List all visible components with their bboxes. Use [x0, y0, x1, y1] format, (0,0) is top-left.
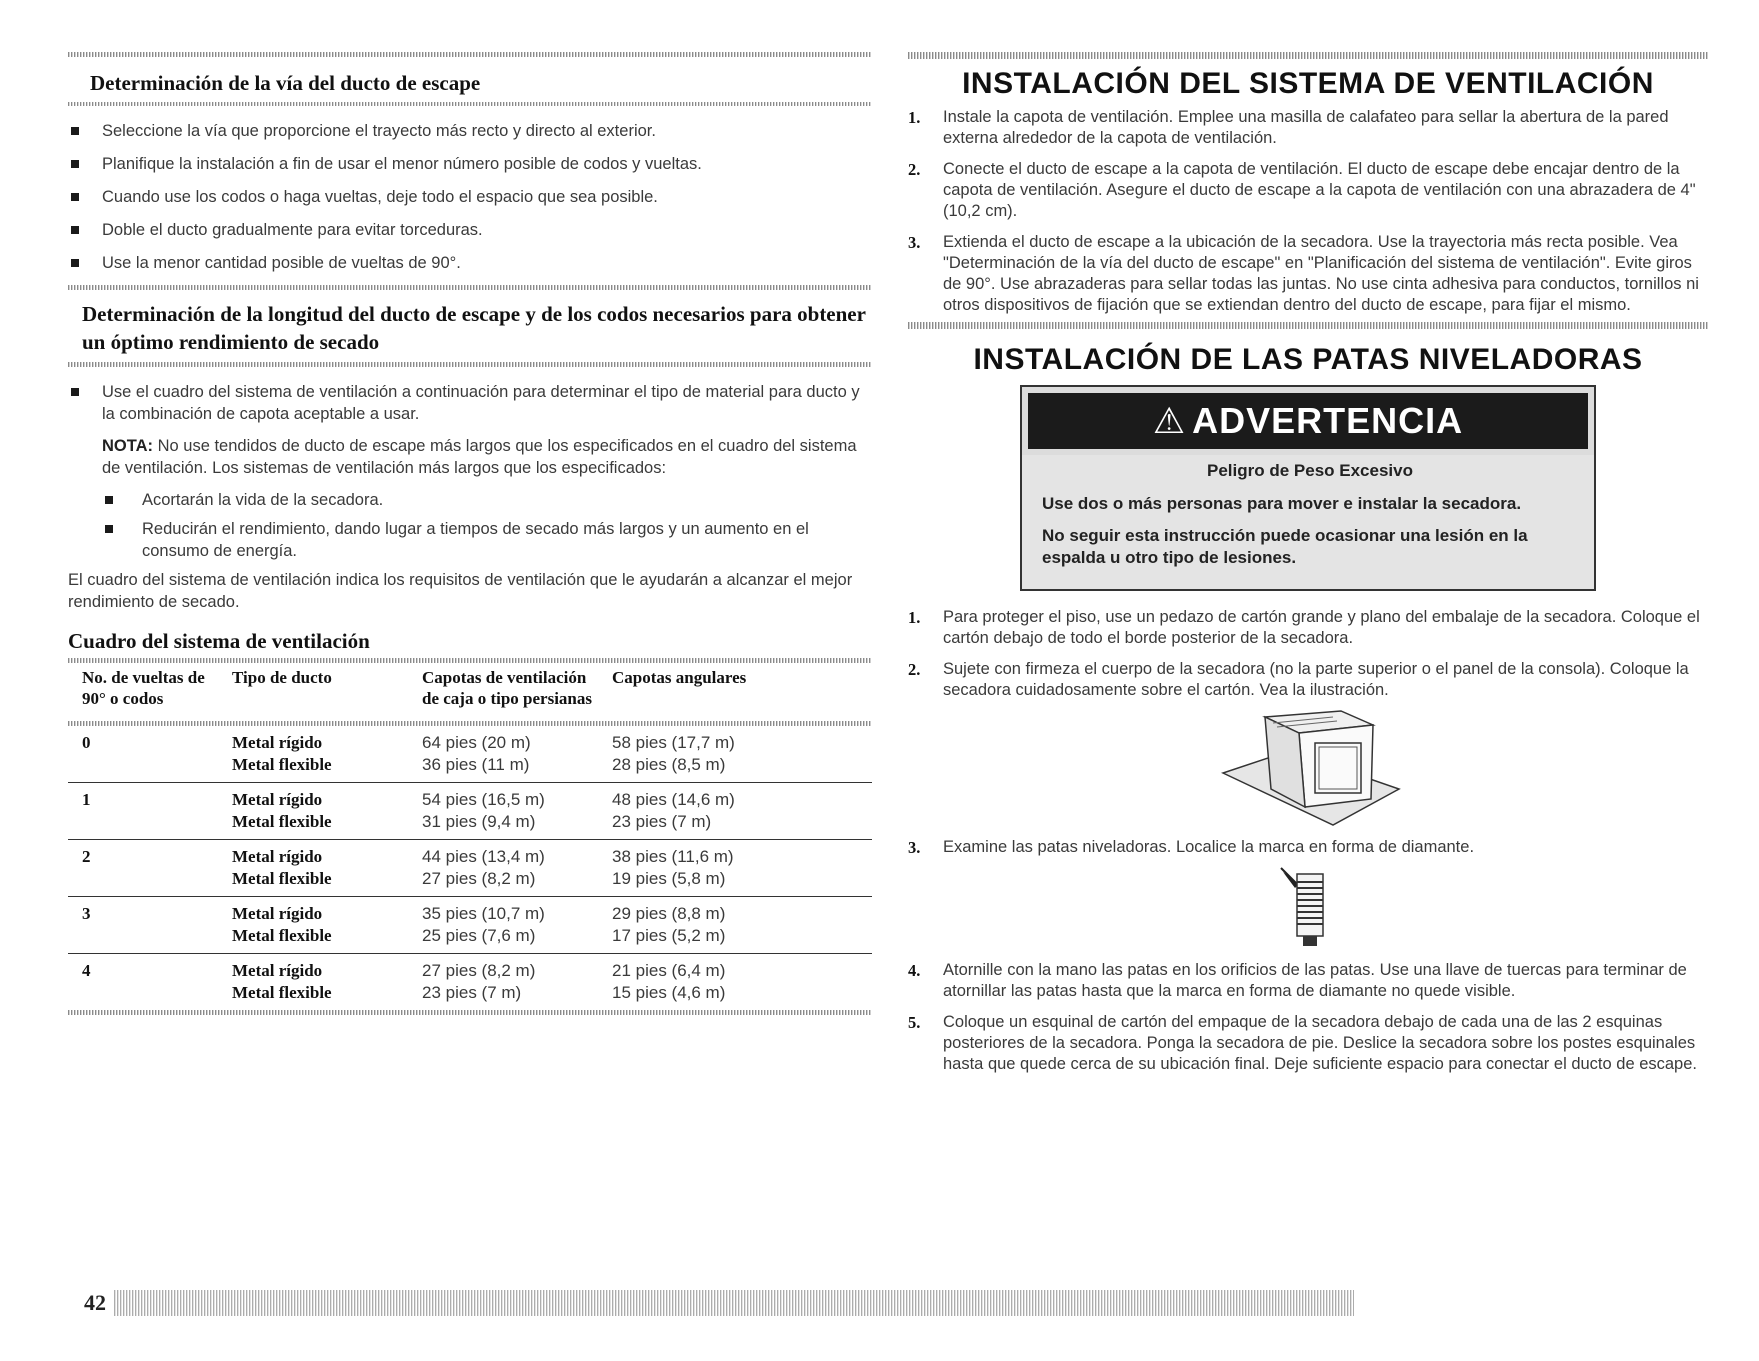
section-divider [68, 362, 872, 367]
right-column [908, 52, 1708, 1085]
turns-cell: 0 [82, 733, 91, 752]
duct-cell: Metal flexible [232, 983, 332, 1002]
list-item: Use la menor cantidad posible de vueltas de 90°. [68, 252, 872, 274]
closing-paragraph: El cuadro del sistema de ventilación indica los requisitos de ventilación que le ayudarán a alcanzar el mejor rendimiento de secado. [68, 571, 853, 611]
duct-cell: Metal flexible [218, 925, 408, 954]
table-row [68, 811, 872, 840]
angled-hood-cell: 17 pies (5,2 m) [598, 925, 872, 954]
box-hood-cell: 35 pies (10,7 m) [422, 904, 545, 923]
warning-box [1020, 385, 1596, 591]
angled-hood-cell: 29 pies (8,8 m) [612, 904, 726, 923]
section-title-legs-install: INSTALACIÓN DE LAS PATAS NIVELADORAS [973, 343, 1643, 376]
duct-cell: Metal flexible [218, 868, 408, 897]
list-item: Planifique la instalación a fin de usar el menor número posible de codos y vueltas. [68, 153, 872, 175]
angled-hood-cell: 19 pies (5,8 m) [598, 868, 872, 897]
list-item: Cuando use los codos o haga vueltas, deje todo el espacio que sea posible. [68, 186, 872, 208]
table-row [68, 925, 872, 954]
duct-cell: Metal rígido [232, 961, 323, 980]
table-row [68, 954, 872, 983]
angled-hood-cell: 58 pies (17,7 m) [612, 733, 735, 752]
box-hood-cell: 27 pies (8,2 m) [422, 961, 536, 980]
list-item: Seleccione la vía que proporcione el trayecto más recto y directo al exterior. [68, 120, 872, 142]
table-row [68, 840, 872, 869]
warning-line: Use dos o más personas para mover e instalar la secadora. [1042, 494, 1522, 513]
table-row [68, 783, 872, 812]
legs-install-steps-a [908, 607, 1708, 701]
step-item: 4. Atornille con la mano las patas en los orificios de las patas. Use una llave de tuercas para terminar de atornillar las patas hasta que la marca en forma de diamante no quede visible. [908, 961, 1687, 1000]
header-box-hood: Capotas de ventilación de caja o tipo persianas [422, 668, 592, 708]
step-item: 1. Instale la capota de ventilación. Emplee una masilla de calafateo para sellar la abertura de la pared externa alrededor de la capota de ventilación. [908, 108, 1669, 147]
step-item: 2. Conecte el ducto de escape a la capota de ventilación. El ducto de escape debe encajar dentro de la capota de ventilación. Asegure el ducto de escape a la capota de ventilación con una abrazadera de 4" (10,2 cm). [908, 160, 1696, 220]
box-hood-cell: 64 pies (20 m) [422, 733, 531, 752]
vent-install-steps [908, 107, 1708, 316]
box-hood-cell: 31 pies (9,4 m) [408, 811, 598, 840]
table-row [68, 982, 872, 1010]
left-column [68, 52, 872, 1015]
table-row [68, 897, 872, 926]
warning-banner [1028, 393, 1588, 449]
box-hood-cell: 36 pies (11 m) [408, 754, 598, 783]
header-turns: No. de vueltas de 90° o codos [82, 668, 205, 708]
table-body [68, 719, 872, 1015]
duct-cell: Metal rígido [232, 904, 323, 923]
dryer-on-cardboard-illustration [1213, 703, 1403, 831]
top-divider [908, 52, 1708, 59]
box-hood-cell: 23 pies (7 m) [422, 983, 522, 1002]
list-item: Reducirán el rendimiento, dando lugar a tiempos de secado más largos y un aumento en el consumo de energía. [102, 518, 872, 562]
warning-line: No seguir esta instrucción puede ocasionar una lesión en la espalda u otro tipo de lesiones. [1042, 526, 1528, 567]
table-title: Cuadro del sistema de ventilación [68, 629, 370, 653]
footer-bar [114, 1290, 1354, 1316]
turns-cell: 2 [82, 847, 91, 866]
angled-hood-cell: 38 pies (11,6 m) [612, 847, 734, 866]
table-header-row [68, 663, 872, 719]
note-text: No use tendidos de ducto de escape más largos que los especificados en el cuadro del sistema de ventilación. Los sistemas de ventilación más largos que los especificados: [102, 437, 857, 477]
box-hood-cell: 25 pies (7,6 m) [408, 925, 598, 954]
angled-hood-cell: 23 pies (7 m) [598, 811, 872, 840]
box-hood-cell: 54 pies (16,5 m) [422, 790, 545, 809]
list-item: Doble el ducto gradualmente para evitar torceduras. [68, 219, 872, 241]
step-item: 5. Coloque un esquinal de cartón del empaque de la secadora debajo de cada una de las 2 esquinas posteriores de la secadora. Ponga la secadora de pie. Deslice la secadora sobre los postes esquinales hasta que quede cerca de su ubicación final. Deje suficiente espacio para conectar el ducto de escape. [908, 1013, 1697, 1073]
note-paragraph [102, 435, 872, 479]
section-divider [908, 322, 1708, 329]
step-item: 3. Extienda el ducto de escape a la ubicación de la secadora. Use la trayectoria más recta posible. Vea "Determinación de la vía del ducto de escape" en "Planificación del sistema de ventilación". Evite giros de 90°. Use abrazaderas para sellar todas las juntas. No use cinta adhesiva para conductos, tornillos ni otros dispositivos de fijación que se extiendan dentro del ducto de escape, para fijar el mismo. [908, 233, 1699, 314]
table-row [68, 868, 872, 897]
turns-cell: 1 [82, 790, 91, 809]
note-label: NOTA: [102, 437, 154, 455]
angled-hood-cell: 21 pies (6,4 m) [612, 961, 726, 980]
page-number: 42 [84, 1290, 106, 1315]
box-hood-cell: 44 pies (13,4 m) [422, 847, 545, 866]
section-heading-exhaust-path: Determinación de la vía del ducto de escape [68, 57, 872, 112]
exhaust-path-bullets [68, 120, 872, 274]
duct-cell: Metal rígido [232, 790, 323, 809]
step-item: 3. Examine las patas niveladoras. Localice la marca en forma de diamante. [908, 838, 1475, 857]
duct-cell: Metal flexible [218, 754, 408, 783]
step-item: 1. Para proteger el piso, use un pedazo de cartón grande y plano del embalaje de la secadora. Coloque el cartón debajo de todo el borde posterior de la secadora. [908, 608, 1700, 647]
list-item: Acortarán la vida de la secadora. [102, 489, 872, 511]
leveling-leg-illustration [1273, 862, 1343, 950]
angled-hood-cell: 15 pies (4,6 m) [612, 983, 726, 1002]
consequence-bullets [68, 489, 872, 562]
section-title-vent-install: INSTALACIÓN DEL SISTEMA DE VENTILACIÓN [962, 67, 1654, 100]
section-heading-duct-length: Determinación de la longitud del ducto de escape y de los codos necesarios para obtener un óptimo rendimiento de secado [82, 302, 866, 354]
turns-cell: 4 [82, 961, 91, 980]
venting-system-table [68, 663, 872, 1015]
warning-banner-text: ADVERTENCIA [1192, 400, 1464, 441]
legs-install-step-3 [908, 837, 1708, 858]
duct-cell: Metal flexible [218, 811, 408, 840]
legs-install-steps-b [908, 960, 1708, 1075]
list-item: Use el cuadro del sistema de ventilación a continuación para determinar el tipo de material para ducto y la combinación de capota aceptable a usar. [68, 381, 872, 425]
warning-triangle-icon: ⚠ [1152, 400, 1187, 441]
header-angled-hood: Capotas angulares [612, 668, 747, 687]
angled-hood-cell: 48 pies (14,6 m) [612, 790, 735, 809]
table-row [68, 726, 872, 754]
warning-subtitle: Peligro de Peso Excesivo [1207, 461, 1413, 480]
duct-length-bullets [68, 381, 872, 425]
duct-cell: Metal rígido [232, 847, 323, 866]
header-duct-type: Tipo de ducto [232, 668, 332, 687]
angled-hood-cell: 28 pies (8,5 m) [598, 754, 872, 783]
box-hood-cell: 27 pies (8,2 m) [408, 868, 598, 897]
table-row [68, 754, 872, 783]
duct-cell: Metal rígido [232, 733, 323, 752]
step-item: 2. Sujete con firmeza el cuerpo de la secadora (no la parte superior o el panel de la consola). Coloque la secadora cuidadosamente sobre el cartón. Vea la ilustración. [908, 660, 1689, 699]
turns-cell: 3 [82, 904, 91, 923]
page-footer [84, 1290, 1354, 1316]
